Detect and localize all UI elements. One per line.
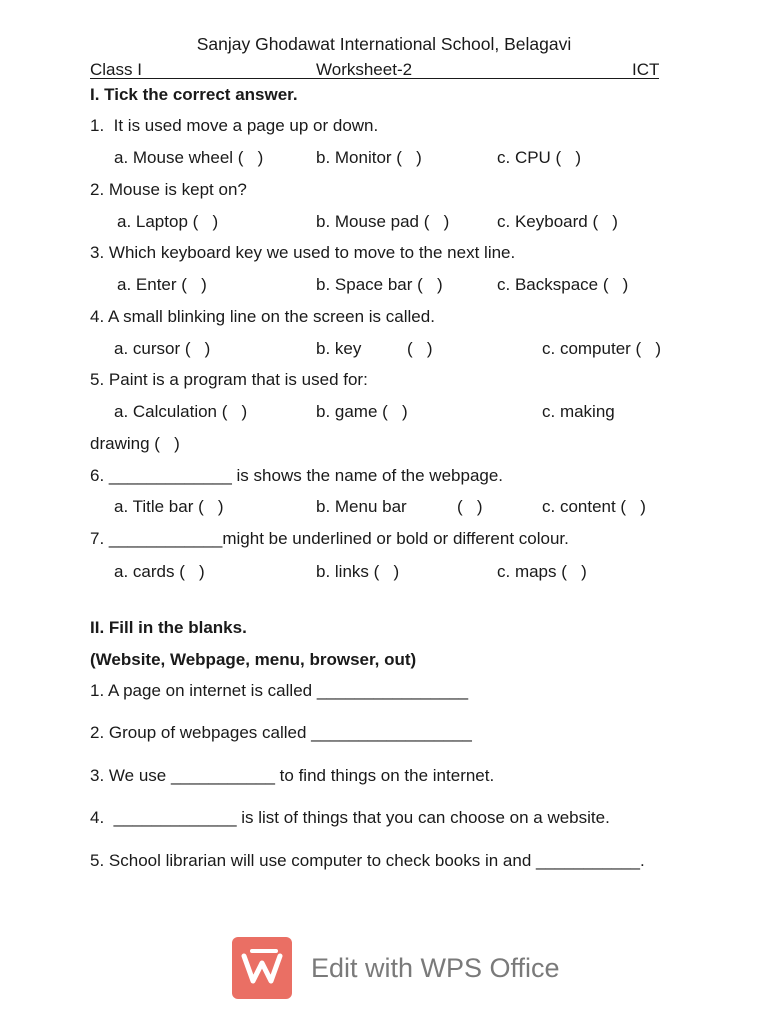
- q6-option-b: b. Menu bar: [316, 497, 407, 516]
- word-bank: (Website, Webpage, menu, browser, out): [90, 650, 417, 669]
- q5-option-a: a. Calculation ( ): [114, 402, 248, 421]
- q5-option-b: b. game ( ): [316, 402, 408, 421]
- worksheet-label: Worksheet-2: [316, 60, 413, 79]
- q4-option-c: c. computer ( ): [542, 339, 662, 358]
- q3-option-b: b. Space bar ( ): [316, 275, 443, 294]
- q3-option-c: c. Backspace ( ): [497, 275, 629, 294]
- q6-option-a: a. Title bar ( ): [114, 497, 224, 516]
- fill-item-2: 2. Group of webpages called _________________: [90, 723, 472, 742]
- question-2: 2. Mouse is kept on?: [90, 180, 247, 199]
- fill-item-5: 5. School librarian will use computer to check books in and ___________.: [90, 851, 645, 870]
- fill-item-4: 4. _____________ is list of things that you can choose on a website.: [90, 808, 610, 827]
- q2-option-c: c. Keyboard ( ): [497, 212, 618, 231]
- q5-option-c-continuation: drawing ( ): [90, 434, 180, 453]
- q2-option-b: b. Mouse pad ( ): [316, 212, 450, 231]
- question-7: 7. ____________might be underlined or bold or different colour.: [90, 529, 569, 548]
- q2-option-a: a. Laptop ( ): [117, 212, 219, 231]
- class-label: Class I: [90, 60, 142, 79]
- q1-option-c: c. CPU ( ): [497, 148, 582, 167]
- question-5: 5. Paint is a program that is used for:: [90, 370, 368, 389]
- question-3: 3. Which keyboard key we used to move to the next line.: [90, 243, 516, 262]
- wps-logo-glyph: [232, 937, 292, 999]
- q1-option-a: a. Mouse wheel ( ): [114, 148, 264, 167]
- q7-option-a: a. cards ( ): [114, 562, 205, 581]
- section1-title: I. Tick the correct answer.: [90, 85, 298, 104]
- question-4: 4. A small blinking line on the screen is called.: [90, 307, 435, 326]
- subject-label: ICT: [632, 60, 660, 79]
- q4-option-b: b. key: [316, 339, 362, 358]
- edit-with-wps-link[interactable]: Edit with WPS Office: [311, 953, 560, 983]
- fill-item-1: 1. A page on internet is called ________________: [90, 681, 469, 700]
- section2-title: II. Fill in the blanks.: [90, 618, 247, 637]
- question-1: 1. It is used move a page up or down.: [90, 116, 379, 135]
- question-6: 6. _____________ is shows the name of the webpage.: [90, 466, 504, 485]
- fill-item-3: 3. We use ___________ to find things on the internet.: [90, 766, 495, 785]
- q4-option-b-bracket: ( ): [407, 339, 433, 358]
- q7-option-b: b. links ( ): [316, 562, 400, 581]
- q5-option-c: c. making: [542, 402, 615, 421]
- q6-option-b-bracket: ( ): [457, 497, 483, 516]
- school-name: Sanjay Ghodawat International School, Belagavi: [196, 34, 572, 54]
- q7-option-c: c. maps ( ): [497, 562, 587, 581]
- q4-option-a: a. cursor ( ): [114, 339, 211, 358]
- header-underline: [90, 78, 659, 79]
- wps-logo-icon[interactable]: [232, 937, 292, 999]
- q6-option-c: c. content ( ): [542, 497, 646, 516]
- q1-option-b: b. Monitor ( ): [316, 148, 422, 167]
- q3-option-a: a. Enter ( ): [117, 275, 207, 294]
